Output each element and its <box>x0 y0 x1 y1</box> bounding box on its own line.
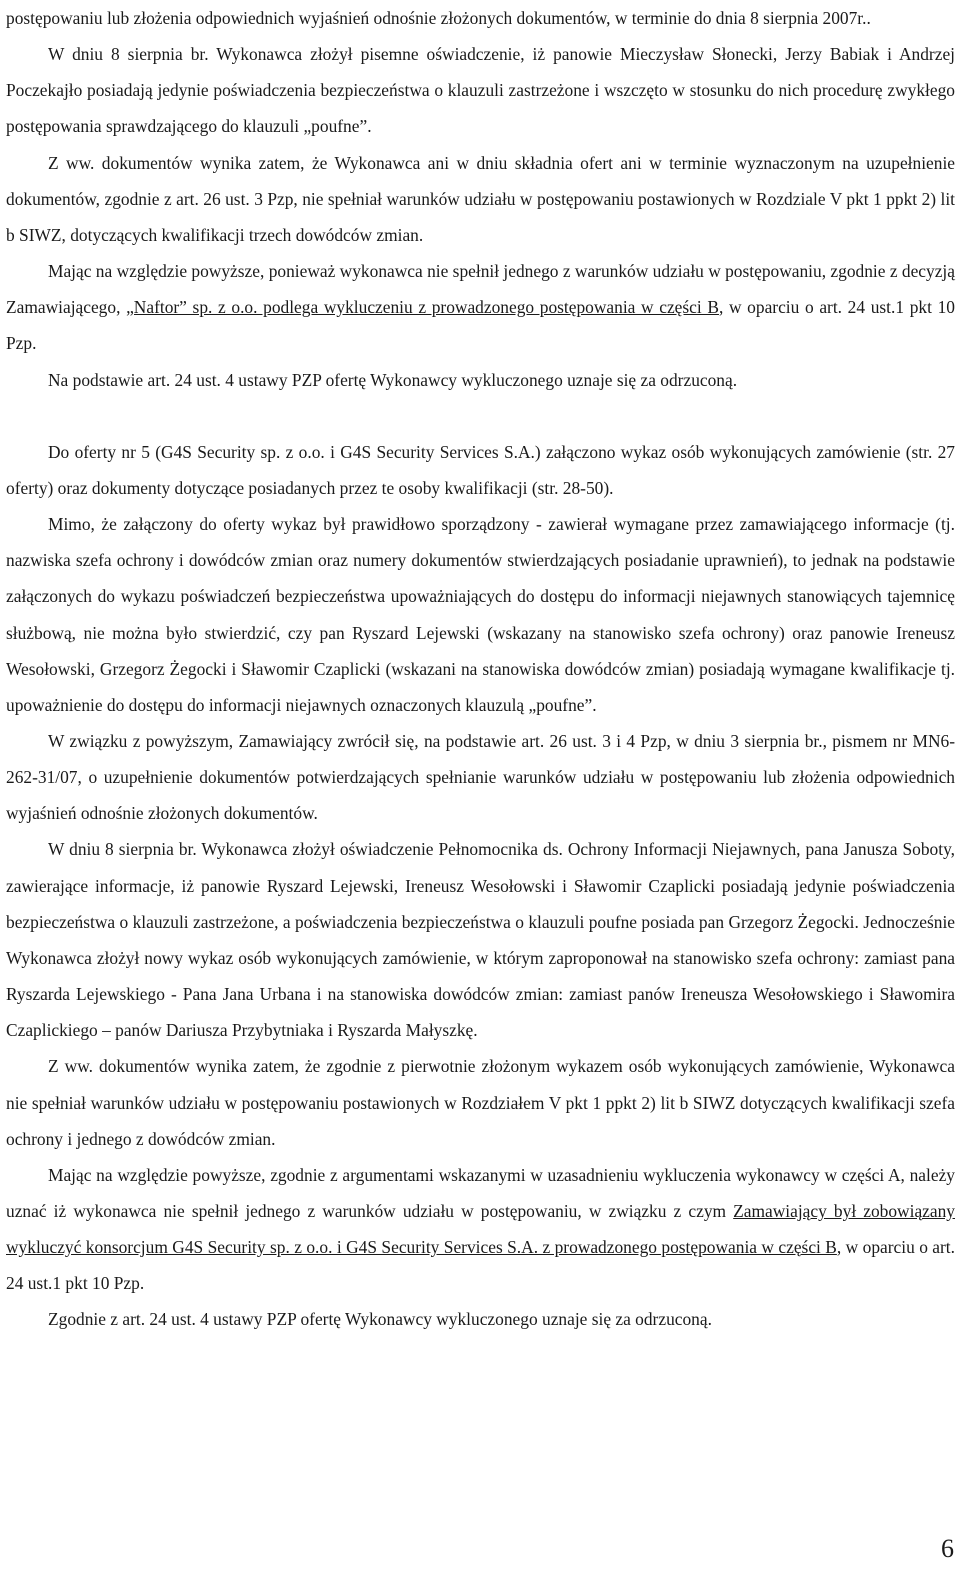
paragraph-5: Na podstawie art. 24 ust. 4 ustawy PZP ofertę Wykonawcy wykluczonego uznaje się za odrzuconą. <box>48 369 738 390</box>
paragraph-spacer <box>6 398 955 434</box>
page-number: 6 <box>941 1534 954 1563</box>
paragraph-9: W dniu 8 sierpnia br. Wykonawca złożył oświadczenie Pełnomocnika ds. Ochrony Informacji Niejawnych, pana Janusza Soboty, zawierające informacje, iż panowie Ryszard Lejewski, Ireneusz Wesołowski i Sławomir Czaplicki posiadają jedynie poświadczenia bezpieczeństwa o klauzuli zastrzeżone, a poświadczenia bezpieczeństwa o klauzuli poufne posiada pan Grzegorz Żegocki. Jednocześnie Wykonawca złożył nowy wykaz osób wykonujących zamówienie, w którym zaproponował na stanowisko szefa ochrony: zamiast pana Ryszarda Lejewskiego - Pana Jana Urbana i na stanowiska dowódców zmian: zamiast panów Ireneusza Wesołowskiego i Sławomira Czaplickiego – panów Dariusza Przybytniaka i Ryszarda Małyszkę. <box>6 839 955 1041</box>
paragraph-12: Zgodnie z art. 24 ust. 4 ustawy PZP ofertę Wykonawcy wykluczonego uznaje się za odrzuconą. <box>48 1309 712 1330</box>
paragraph-4-text-b: , w oparciu o art. 24 ust.1 pkt 10 Pzp. <box>6 297 955 354</box>
paragraph-11-text-a: Mając na względzie powyższe, zgodnie z argumentami wskazanymi w uzasadnieniu wykluczenia wykonawcy w części A, należy uznać iż wykonawca nie spełnił jednego z warunków udziału w postępowaniu, w związku z czym <box>6 1164 955 1221</box>
paragraph-8: W związku z powyższym, Zamawiający zwrócił się, na podstawie art. 26 ust. 3 i 4 Pzp, w dniu 3 sierpnia br., pismem nr MN6-262-31/07, o uzupełnienie dokumentów potwierdzających spełnianie warunków udziału w postępowaniu lub złożenia odpowiednich wyjaśnień odnośnie złożonych dokumentów. <box>6 730 955 824</box>
paragraph-4 <box>6 253 955 361</box>
paragraph-2: W dniu 8 sierpnia br. Wykonawca złożył pisemne oświadczenie, iż panowie Mieczysław Słonecki, Jerzy Babiak i Andrzej Poczekajło posiadają jedynie poświadczenia bezpieczeństwa o klauzuli zastrzeżone i wszczęto w stosunku do nich procedurę zwykłego postępowania sprawdzającego do klauzuli „poufne”. <box>6 44 955 137</box>
paragraph-6: Do oferty nr 5 (G4S Security sp. z o.o. i G4S Security Services S.A.) załączono wykaz osób wykonujących zamówienie (str. 27 oferty) oraz dokumenty dotyczące posiadanych przez te osoby kwalifikacji (str. 28-50). <box>6 441 955 498</box>
paragraph-10: Z ww. dokumentów wynika zatem, że zgodnie z pierwotnie złożonym wykazem osób wykonujących zamówienie, Wykonawca nie spełniał warunków udziału w postępowaniu postawionych w Rozdziałem V pkt 1 ppkt 2) lit b SIWZ dotyczących kwalifikacji szefa ochrony i jednego z dowódców zmian. <box>6 1056 955 1149</box>
paragraph-11-text-b: , w oparciu o art. 24 ust.1 pkt 10 Pzp. <box>6 1237 955 1294</box>
paragraph-4-underlined: „Naftor” sp. z o.o. podlega wykluczeniu z prowadzonego postępowania w części B <box>126 297 719 318</box>
paragraph-11 <box>6 1157 955 1302</box>
document-page <box>6 0 955 1338</box>
paragraph-1-continuation: postępowaniu lub złożenia odpowiednich wyjaśnień odnośnie złożonych dokumentów, w terminie do dnia 8 sierpnia 2007r.. <box>6 8 871 28</box>
paragraph-4-text-a: Mając na względzie powyższe, ponieważ wykonawca nie spełnił jednego z warunków udziału w postępowaniu, zgodnie z decyzją Zamawiającego, <box>6 261 955 318</box>
paragraph-11-underlined: Zamawiający był zobowiązany wykluczyć konsorcjum G4S Security sp. z o.o. i G4S Security Services S.A. z prowadzonego postępowania w części B <box>6 1201 955 1258</box>
paragraph-3: Z ww. dokumentów wynika zatem, że Wykonawca ani w dniu składnia ofert ani w terminie wyznaczonym na uzupełnienie dokumentów, zgodnie z art. 26 ust. 3 Pzp, nie spełniał warunków udziału w postępowaniu postawionych w Rozdziale V pkt 1 ppkt 2) lit b SIWZ, dotyczących kwalifikacji trzech dowódców zmian. <box>6 152 955 245</box>
paragraph-7: Mimo, że załączony do oferty wykaz był prawidłowo sporządzony - zawierał wymagane przez zamawiającego informacje (tj. nazwiska szefa ochrony i dowódców zmian oraz numery dokumentów stwierdzających posiadanie uprawnień), to jednak na podstawie załączonych do wykazu poświadczeń bezpieczeństwa upoważniających do dostępu do informacji niejawnych stanowiących tajemnicę służbową, nie można było stwierdzić, czy pan Ryszard Lejewski (wskazany na stanowisko szefa ochrony) oraz panowie Ireneusz Wesołowski, Grzegorz Żegocki i Sławomir Czaplicki (wskazani na stanowiska dowódców zmian) posiadają wymagane kwalifikacje tj. upoważnienie do dostępu do informacji niejawnych oznaczonych klauzulą „poufne”. <box>6 514 955 715</box>
